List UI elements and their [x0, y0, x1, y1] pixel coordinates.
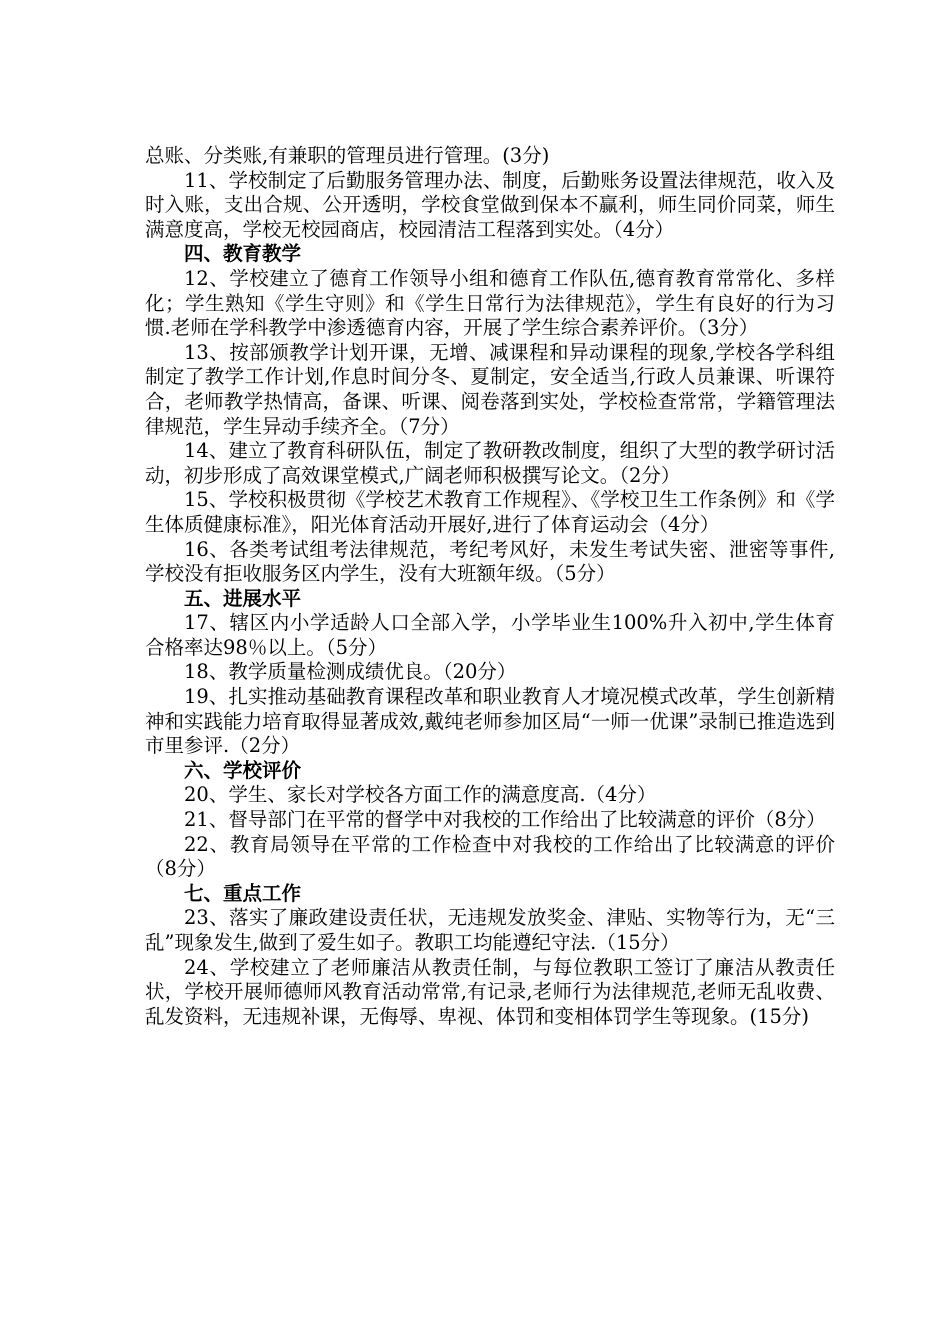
paragraph-12: 12、学校建立了德育工作领导小组和德育工作队伍,德育教育常常化、多样化；学生熟知《学生守则》和《学生日常行为法律规范》，学生有良好的行为习惯.老师在学科教学中渗透德育内容，开展了学生综合素养评价。（3分） [145, 266, 835, 340]
paragraph-22: 22、教育局领导在平常的工作检查中对我校的工作给出了比较满意的评价（8分） [145, 832, 835, 881]
paragraph-15: 15、学校积极贯彻《学校艺术教育工作规程》、《学校卫生工作条例》和《学生体质健康标准》，阳光体育活动开展好,进行了体育运动会（4分） [145, 488, 835, 536]
section-heading-5: 五、进展水平 [184, 586, 302, 610]
paragraph-17: 17、辖区内小学适龄人口全部入学，小学毕业生100%升入初中,学生体育合格率达98％以上。（5分） [145, 611, 835, 659]
section-heading-6: 六、学校评价 [184, 758, 302, 782]
paragraph-11: 11、学校制定了后勤服务管理办法、制度，后勤账务设置法律规范，收入及时入账，支出合规、公开透明，学校食堂做到保本不赢利，师生同价同菜，师生满意度高，学校无校园商店，校园清洁工程落到实处。（4分） [145, 168, 835, 241]
paragraph-14: 14、建立了教育科研队伍，制定了教研教改制度，组织了大型的教学研讨活动，初步形成了高效课堂模式,广阔老师积极撰写论文。（2分） [145, 439, 835, 487]
section-heading-7: 七、重点工作 [184, 881, 302, 905]
section-heading-4: 四、教育教学 [184, 242, 302, 266]
paragraph-23: 23、落实了廉政建设责任状，无违规发放奖金、津贴、实物等行为，无“三乱”现象发生,做到了爱生如子。教职工均能遵纪守法.（15分） [145, 906, 835, 954]
paragraph-13: 13、按部颁教学计划开课，无增、减课程和异动课程的现象,学校各学科组制定了教学工作计划,作息时间分冬、夏制定，安全适当,行政人员兼课、听课符合，老师教学热情高，备课、听课、阅卷落到实处，学校检查常常，学籍管理法律规范，学生异动手续齐全。（7分） [145, 340, 835, 438]
paragraph-19: 19、扎实推动基础教育课程改革和职业教育人才境况模式改革，学生创新精神和实践能力培育取得显著成效,戴纯老师参加区局“一师一优课”录制已推造选到市里参评.（2分） [145, 685, 835, 758]
paragraph-24: 24、学校建立了老师廉洁从教责任制，与每位教职工签订了廉洁从教责任状，学校开展师德师风教育活动常常,有记录,老师行为法律规范,老师无乱收费、乱发资料，无违规补课，无侮辱、卑视、体罚和变相体罚学生等现象。(15分) [145, 955, 835, 1028]
paragraph-21: 21、督导部门在平常的督学中对我校的工作给出了比较满意的评价（8分） [184, 808, 826, 832]
paragraph-10-continuation: 总账、分类账,有兼职的管理员进行管理。(3分) [145, 144, 550, 167]
paragraph-20: 20、学生、家长对学校各方面工作的满意度高.（4分） [184, 783, 657, 807]
paragraph-18: 18、教学质量检测成绩优良。（20分） [184, 660, 517, 684]
paragraph-16: 16、各类考试组考法律规范，考纪考风好，未发生考试失密、泄密等事件,学校没有拒收服务区内学生，没有大班额年级。（5分） [145, 537, 835, 586]
document-page [145, 144, 835, 1029]
